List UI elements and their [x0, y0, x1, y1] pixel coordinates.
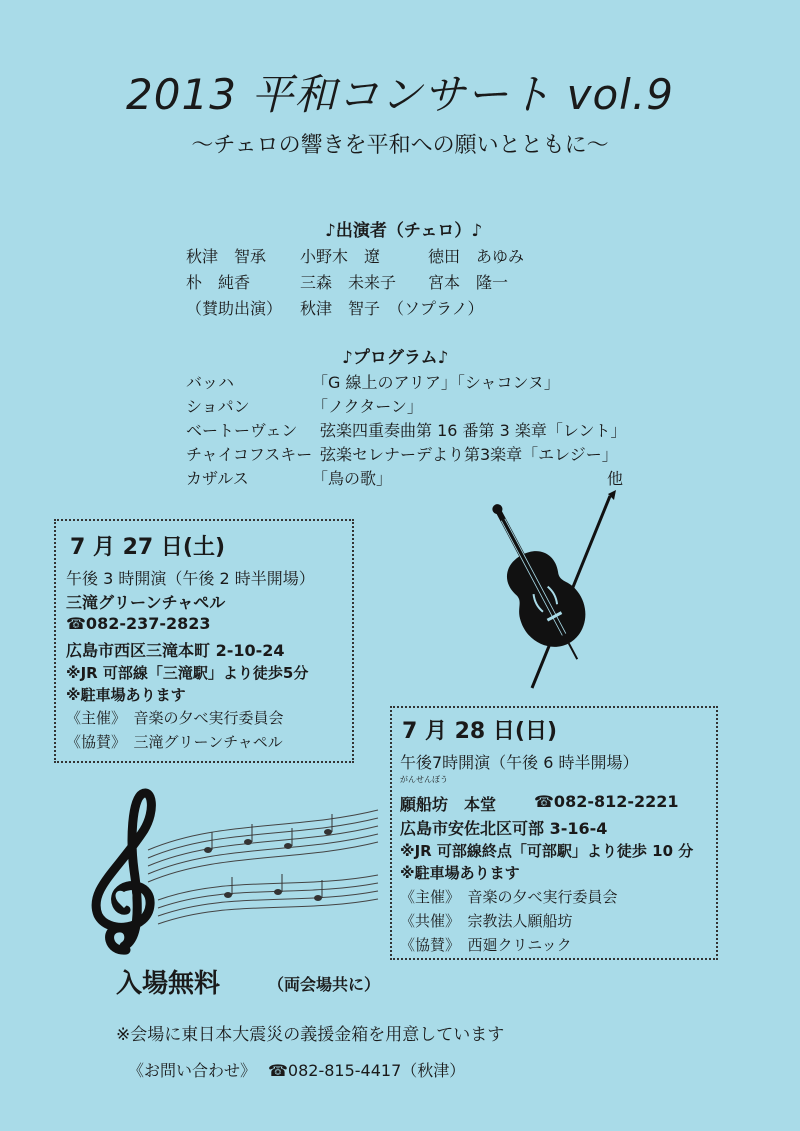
event2-venue-ruby: がんせんぼう [400, 775, 448, 784]
treble-clef-icon [78, 780, 388, 960]
event2-date: 7 月 28 日(日) [402, 719, 558, 744]
cello-icon [490, 488, 625, 693]
performer-name: 徳田 あゆみ [428, 247, 525, 266]
guest-performer: 秋津 智子 （ソプラノ） [300, 299, 484, 318]
contact-label: 《お問い合わせ》 [128, 1061, 257, 1080]
event1-access: ※JR 可部線「三滝駅」より徒歩5分 [66, 664, 309, 682]
performers-heading: ♪出演者（チェロ）♪ [325, 221, 483, 241]
event1-address: 広島市西区三滝本町 2-10-24 [66, 641, 285, 660]
program-composer: ショパン [186, 397, 250, 416]
admission-free: 入場無料 [116, 969, 221, 999]
performer-name: 小野木 遼 [300, 247, 381, 266]
admission-note: （両会場共に） [268, 975, 381, 994]
performer-name: 三森 未来子 [300, 273, 397, 292]
event2-sponsor: 《協賛》 西廻クリニック [400, 936, 572, 954]
program-composer: チャイコフスキー [186, 445, 313, 464]
program-piece: 「鳥の歌」 [312, 469, 393, 488]
performer-name: 秋津 智承 [186, 247, 267, 266]
event2-venue: 願船坊 本堂 [400, 795, 497, 814]
concert-subtitle: 〜チェロの響きを平和への願いとともに〜 [191, 133, 609, 158]
program-piece: 「ノクターン」 [312, 397, 423, 416]
performer-name: 宮本 隆一 [428, 273, 509, 292]
concert-title: 2013 平和コンサート vol.9 [126, 70, 674, 119]
donation-notice: ※会場に東日本大震災の義援金箱を用意しています [116, 1025, 505, 1045]
program-piece: 「G 線上のアリア」「シャコンヌ」 [312, 373, 560, 392]
program-etc: 他 [607, 469, 624, 488]
event2-phone: ☎082-812-2221 [534, 792, 679, 811]
event1-parking: ※駐車場あります [66, 686, 186, 704]
event2-parking: ※駐車場あります [400, 864, 520, 882]
event2-cohost: 《共催》 宗教法人願船坊 [400, 912, 573, 930]
event1-organizer: 《主催》 音楽の夕べ実行委員会 [66, 709, 284, 727]
event1-time: 午後 3 時開演（午後 2 時半開場） [66, 569, 315, 588]
event1-date: 7 月 27 日(土) [70, 535, 226, 560]
program-piece: 弦楽セレナーデより第3楽章「エレジー」 [320, 445, 618, 464]
program-piece: 弦楽四重奏曲第 16 番第 3 楽章「レント」 [320, 421, 627, 440]
event2-time: 午後7時開演（午後 6 時半開場） [400, 753, 639, 772]
event1-sponsor: 《協賛》 三滝グリーンチャペル [66, 733, 283, 751]
contact-phone: ☎082-815-4417（秋津） [268, 1061, 466, 1080]
event2-access: ※JR 可部線終点「可部駅」より徒歩 10 分 [400, 842, 694, 860]
program-heading: ♪プログラム♪ [342, 348, 449, 368]
event1-venue: 三滝グリーンチャペル [66, 593, 226, 612]
event1-phone: ☎082-237-2823 [66, 614, 211, 633]
event2-organizer: 《主催》 音楽の夕べ実行委員会 [400, 888, 618, 906]
performer-name: 朴 純香 [186, 273, 251, 292]
program-composer: バッハ [186, 373, 235, 392]
guest-label: （賛助出演） [186, 299, 283, 318]
event2-address: 広島市安佐北区可部 3-16-4 [400, 819, 608, 838]
program-composer: カザルス [186, 469, 249, 488]
program-composer: ベートーヴェン [186, 421, 298, 440]
